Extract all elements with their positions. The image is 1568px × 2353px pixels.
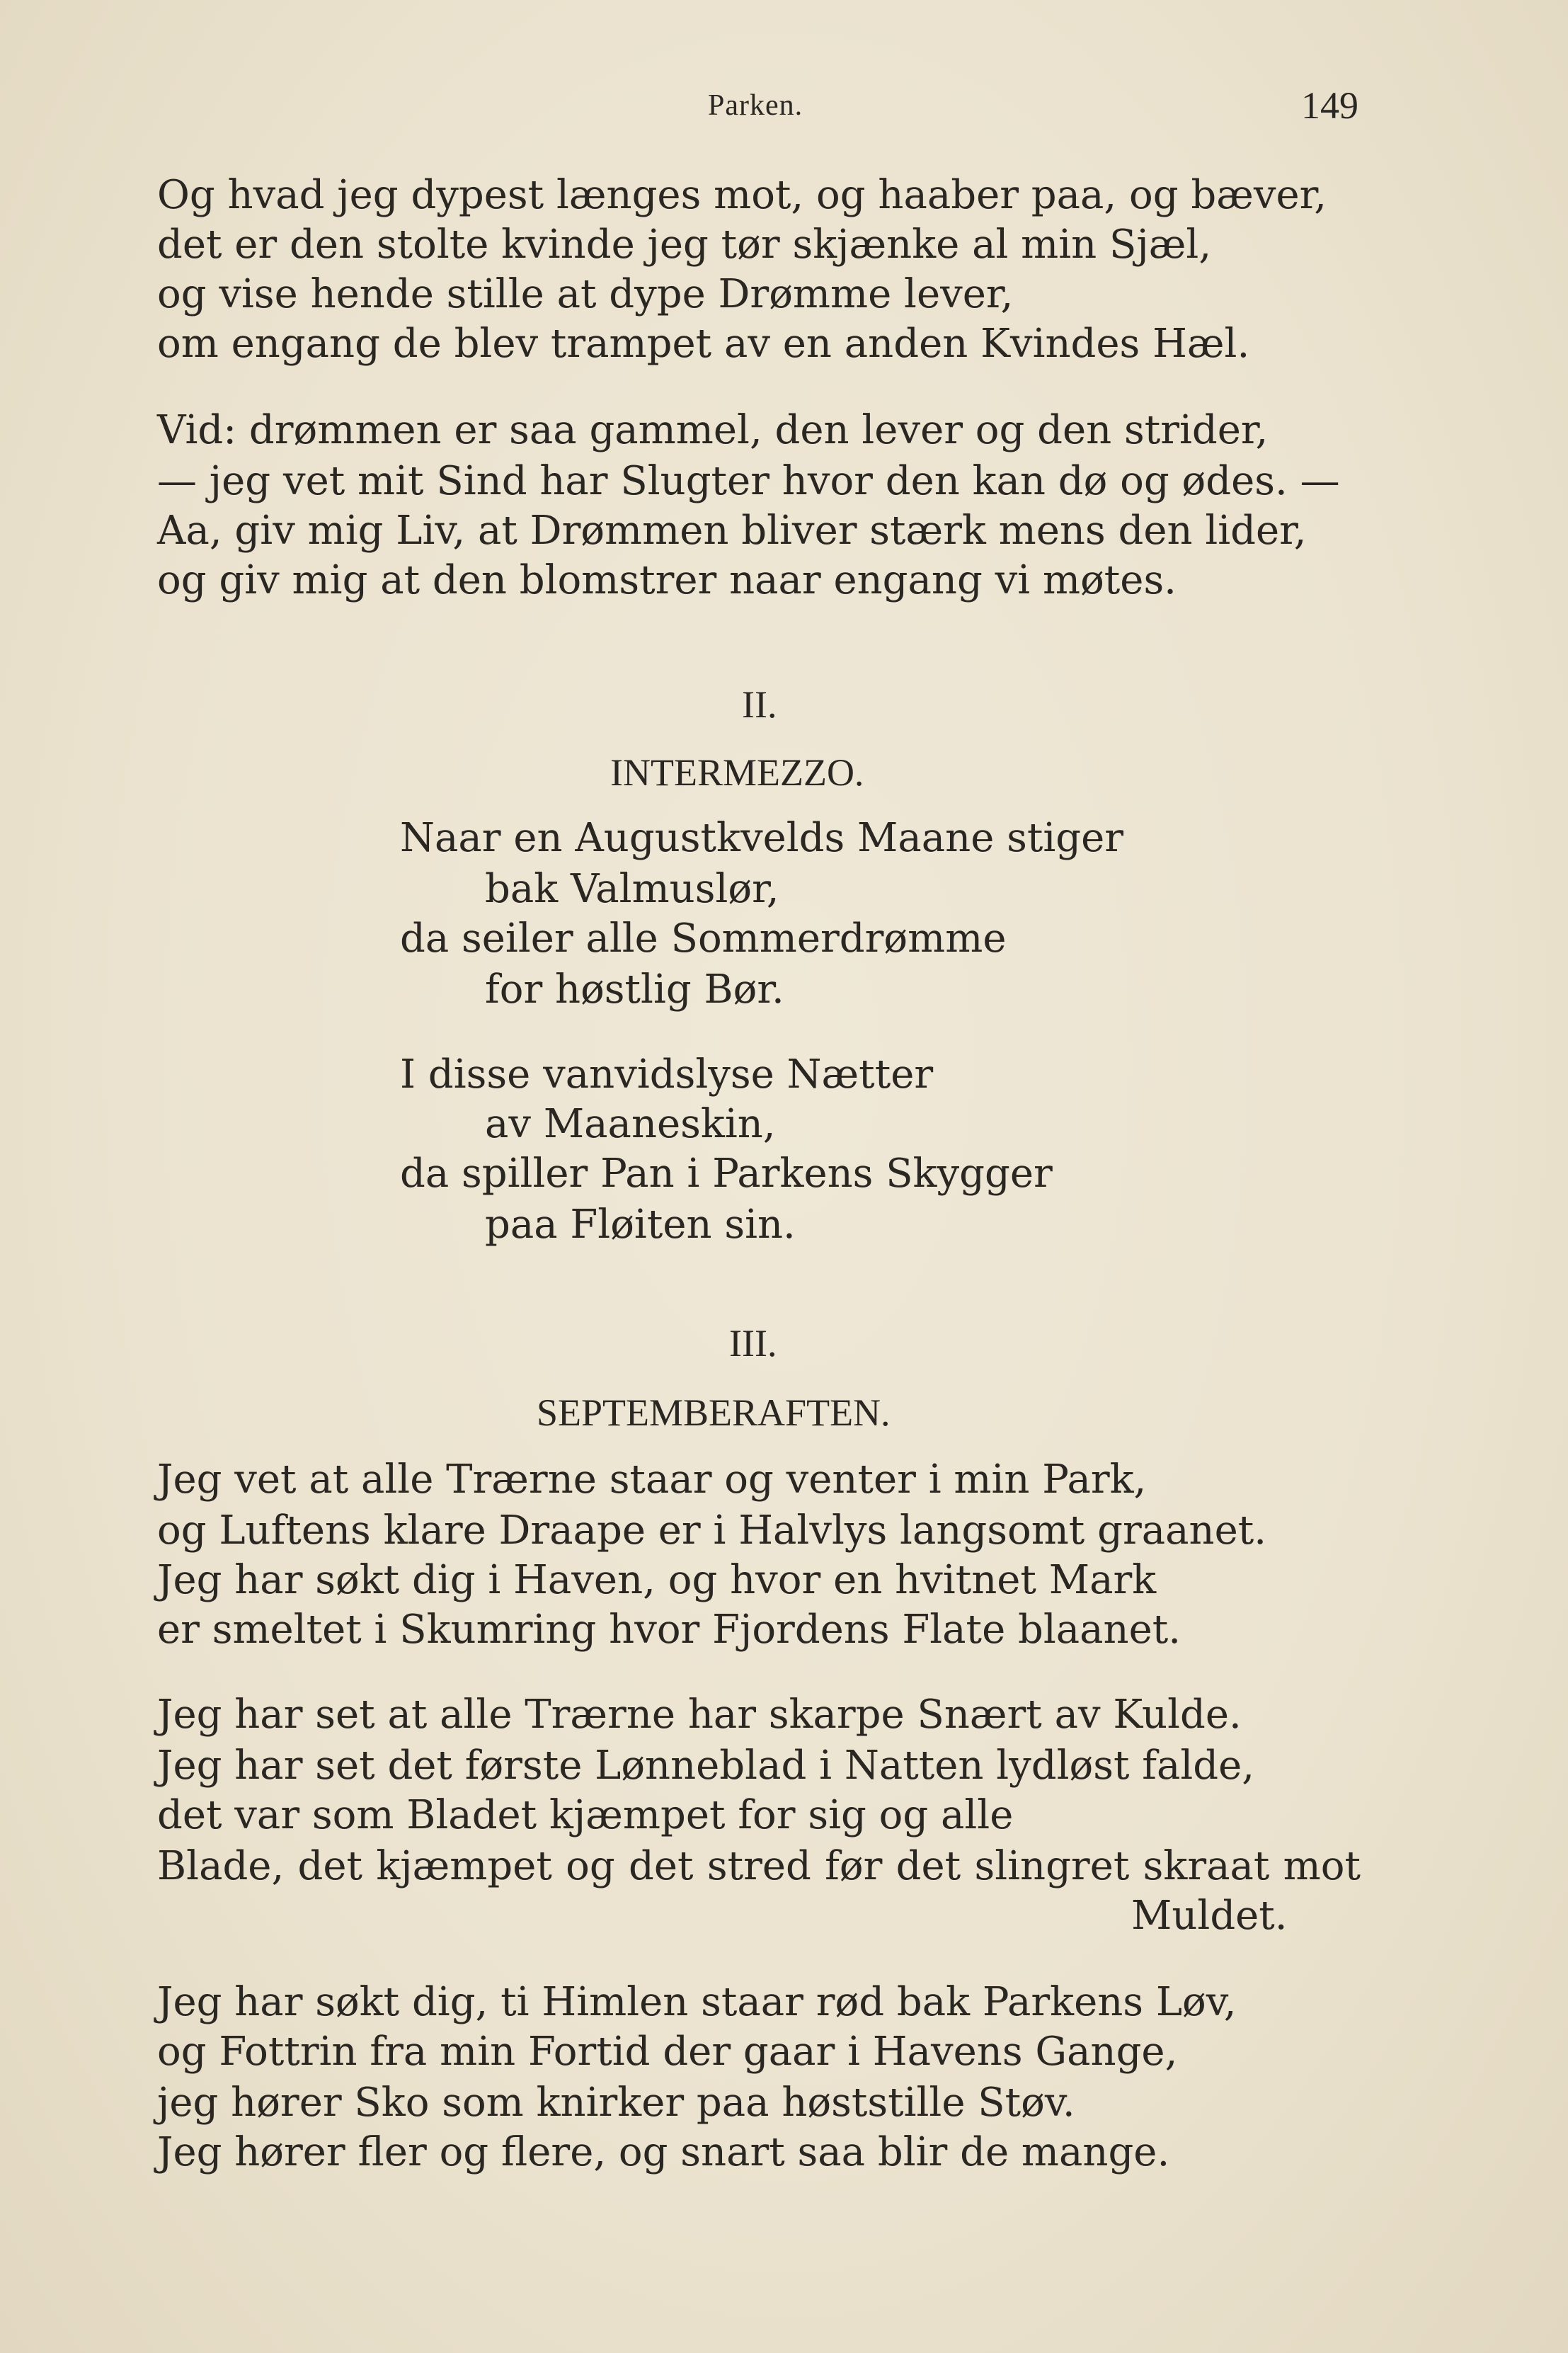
- section-number: III.: [729, 1322, 777, 1364]
- poem-line: Aa, giv mig Liv, at Drømmen bliver stærk mens den lider,: [157, 508, 1307, 554]
- poem-line: Naar en Augustkvelds Maane stiger: [400, 815, 1124, 861]
- poem-line: Jeg hører fler og flere, og snart saa blir de mange.: [157, 2129, 1170, 2175]
- poem-line: I disse vanvidslyse Nætter: [400, 1052, 934, 1098]
- page-number: 149: [1301, 84, 1358, 127]
- poem-line: og vise hende stille at dype Drømme lever,: [157, 271, 1014, 317]
- poem-line: det var som Bladet kjæmpet for sig og alle: [157, 1792, 1014, 1838]
- poem-line: Jeg har set det første Lønneblad i Natten lydløst falde,: [157, 1743, 1255, 1789]
- poem-line: — jeg vet mit Sind har Slugter hvor den kan dø og ødes. —: [157, 458, 1340, 504]
- poem-line: Jeg vet at alle Trærne staar og venter i min Park,: [157, 1457, 1147, 1503]
- poem-line: om engang de blev trampet av en anden Kvindes Hæl.: [157, 321, 1250, 367]
- poem-line: Jeg har søkt dig i Haven, og hvor en hvitnet Mark: [157, 1557, 1157, 1603]
- poem-line: da spiller Pan i Parkens Skygger: [400, 1151, 1053, 1197]
- running-header: Parken.: [708, 89, 803, 122]
- poem-line: og giv mig at den blomstrer naar engang vi møtes.: [157, 557, 1177, 603]
- section-title: INTERMEZZO.: [610, 751, 864, 794]
- poem-line: Og hvad jeg dypest længes mot, og haaber paa, og bæver,: [157, 172, 1327, 218]
- poem-line: Jeg har søkt dig, ti Himlen staar rød bak Parkens Løv,: [157, 1979, 1237, 2025]
- poem-line: paa Fløiten sin.: [485, 1202, 796, 1248]
- poem-line: Muldet.: [1131, 1893, 1288, 1939]
- poem-line: Blade, det kjæmpet og det stred før det slingret skraat mot: [157, 1843, 1361, 1889]
- poem-line: det er den stolte kvinde jeg tør skjænke al min Sjæl,: [157, 222, 1212, 268]
- poem-line: av Maaneskin,: [485, 1101, 776, 1147]
- poem-line: da seiler alle Sommerdrømme: [400, 916, 1007, 962]
- section-number: II.: [742, 683, 777, 726]
- poem-line: Jeg har set at alle Trærne har skarpe Snært av Kulde.: [157, 1692, 1242, 1738]
- poem-line: bak Valmuslør,: [485, 866, 779, 912]
- section-title: SEPTEMBERAFTEN.: [537, 1391, 891, 1434]
- poem-line: for høstlig Bør.: [485, 967, 784, 1013]
- poem-line: Vid: drømmen er saa gammel, den lever og den strider,: [157, 407, 1269, 453]
- poem-line: jeg hører Sko som knirker paa høststille Støv.: [157, 2080, 1075, 2126]
- poem-line: og Luftens klare Draape er i Halvlys langsomt graanet.: [157, 1508, 1267, 1554]
- poem-line: og Fottrin fra min Fortid der gaar i Havens Gange,: [157, 2029, 1178, 2075]
- poem-line: er smeltet i Skumring hvor Fjordens Flate blaanet.: [157, 1607, 1181, 1653]
